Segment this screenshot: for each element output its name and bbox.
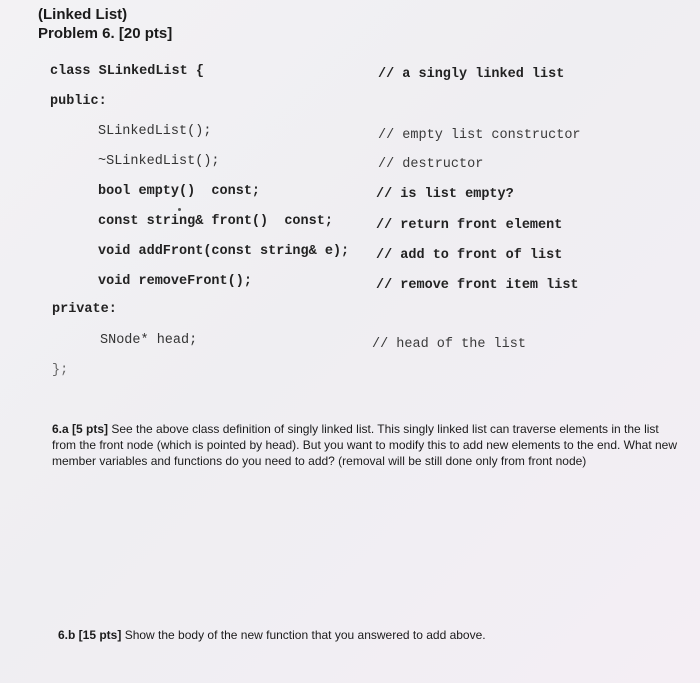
code-line-close: }; [52, 363, 69, 378]
comment-destructor: // destructor [378, 157, 484, 172]
question-6b-label: 6.b [15 pts] [58, 628, 122, 642]
comment-class-decl: // a singly linked list [378, 67, 565, 82]
code-line-empty: bool empty() const; [98, 184, 261, 199]
pen-mark [178, 208, 181, 211]
code-line-private: private: [52, 302, 117, 317]
question-6a [52, 421, 682, 469]
comment-addfront: // add to front of list [376, 248, 563, 263]
code-line-destructor: ~SLinkedList(); [98, 154, 220, 169]
question-6a-label: 6.a [5 pts] [52, 422, 109, 436]
question-6b [58, 627, 688, 643]
comment-constructor: // empty list constructor [378, 128, 581, 143]
code-line-addfront: void addFront(const string& e); [98, 244, 350, 259]
comment-head: // head of the list [372, 337, 526, 352]
comment-removefront: // remove front item list [376, 278, 579, 293]
section-title: (Linked List) [38, 6, 128, 23]
comment-empty: // is list empty? [376, 187, 514, 202]
comment-front: // return front element [376, 218, 563, 233]
code-line-class-decl: class SLinkedList { [50, 64, 204, 79]
code-line-removefront: void removeFront(); [98, 274, 252, 289]
code-line-public: public: [50, 94, 107, 109]
code-line-front: const string& front() const; [98, 214, 333, 229]
problem-title: Problem 6. [20 pts] [38, 25, 173, 42]
code-line-head: SNode* head; [100, 333, 198, 348]
code-line-constructor: SLinkedList(); [98, 124, 212, 139]
question-6a-text: See the above class definition of singly linked list. This singly linked list can traverse elements in the list from the front node (which is pointed by head). But you want to modify this to add new elements to the end. What new member variables and functions do you need to add? (removal will be still done only from front node) [52, 422, 678, 468]
question-6b-text: Show the body of the new function that you answered to add above. [121, 628, 486, 642]
